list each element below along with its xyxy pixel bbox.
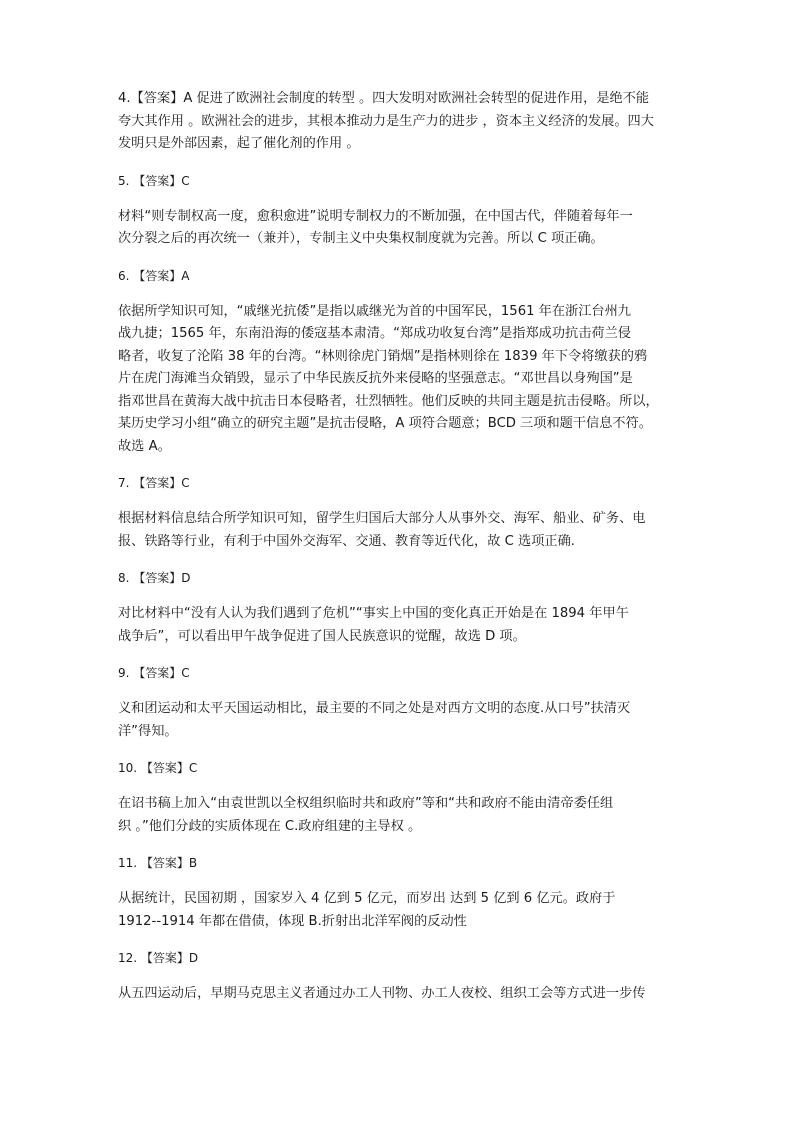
text-line: 依据所学知识可知，“戚继光抗倭”是指以戚继光为首的中国军民，1561 年在浙江台州九 xyxy=(118,303,631,319)
text-line: 次分裂之后的再次统一（兼并），专制主义中央集权制度就为完善。所以 C 项正确。 xyxy=(118,231,604,246)
answer-7-label: 7. 【答案】C xyxy=(118,476,190,490)
answer-10 xyxy=(118,757,678,838)
text-line: 发明只是外部因素，起了催化剂的作用 。 xyxy=(118,136,360,151)
answer-10-label: 10. 【答案】C xyxy=(118,761,198,775)
answer-6-label: 6. 【答案】A xyxy=(118,268,190,283)
answer-5-label: 5. 【答案】C xyxy=(118,173,190,188)
text-line: 材料“则专制权高一度，愈积愈进”说明专制权力的不断加强，在中国古代，伴随着每年一 xyxy=(118,208,633,224)
answer-10-explanation xyxy=(118,793,678,838)
text-line: 故选 A。 xyxy=(118,438,171,454)
text-line: 在诏书稿上加入“由袁世凯以全权组织临时共和政府”等和“共和政府不能由清帝委任组 xyxy=(118,796,614,811)
text-line: 片在虎门海滩当众销毁，显示了中华民族反抗外来侵略的坚强意志。“邓世昌以身殉国”是 xyxy=(118,371,633,386)
text-line: 根据材料信息结合所学知识可知，留学生归国后大部分人从事外交、海军、船业、矿务、电 xyxy=(118,511,646,526)
text-line: 对比材料中“没有人认为我们遇到了危机”“事实上中国的变化真正开始是在 1894 年甲午 xyxy=(118,606,629,621)
text-line: 略者，收复了沦陷 38 年的台湾。“林则徐虎门销烟”是指林则徐在 1839 年下令将缴获的鸦 xyxy=(118,348,648,364)
answer-11-explanation xyxy=(118,888,678,933)
answer-7 xyxy=(118,472,678,553)
answer-8-label: 8. 【答案】D xyxy=(118,571,191,585)
text-line: 从据统计，民国初期 ，国家岁入 4 亿到 5 亿元，而岁出 达到 5 亿到 6 亿元。政府于 xyxy=(118,891,616,906)
text-line: 1912--1914 年都在借债，体现 B.折射出北洋军阀的反动性 xyxy=(118,913,467,929)
answer-11-label: 11. 【答案】B xyxy=(118,856,198,870)
answer-7-explanation xyxy=(118,508,678,553)
answer-12 xyxy=(118,947,678,1006)
text-line: 从五四运动后，早期马克思主义者通过办工人刊物、办工人夜校、组织工会等方式进一步传 xyxy=(118,986,646,1001)
answer-11 xyxy=(118,852,678,933)
answer-9-label: 9. 【答案】C xyxy=(118,666,190,680)
text-line: 战九捷；1565 年，东南沿海的倭寇基本肃清。“郑成功收复台湾”是指郑成功抗击荷兰侵 xyxy=(118,326,631,341)
answer-4-text xyxy=(118,88,678,156)
text-line: 战争后”，可以看出甲午战争促进了国人民族意识的觉醒，故选 D 项。 xyxy=(118,628,526,644)
answer-12-explanation xyxy=(118,983,678,1006)
text-line: 报、铁路等行业，有利于中国外交海军、交通、教育等近代化，故 C 选项正确. xyxy=(118,533,575,549)
answer-8-explanation xyxy=(118,603,678,648)
answer-5-explanation xyxy=(118,206,678,251)
text-line: 洋”得知。 xyxy=(118,723,178,739)
answer-5 xyxy=(118,170,678,251)
answer-key-document xyxy=(118,88,678,1020)
answer-12-label: 12. 【答案】D xyxy=(118,951,199,965)
answer-9-explanation xyxy=(118,698,678,743)
text-line: 4.【答案】A 促进了欧洲社会制度的转型 。四大发明对欧洲社会转型的促进作用，是绝不能 xyxy=(118,91,650,106)
answer-6 xyxy=(118,265,678,459)
text-line: 某历史学习小组“确立的研究主题”是抗击侵略，A 项符合题意；BCD 三项和题干信息不符。 xyxy=(118,416,652,431)
answer-4 xyxy=(118,88,678,156)
text-line: 织 。”他们分歧的实质体现在 C.政府组建的主导权 。 xyxy=(118,818,422,834)
text-line: 义和团运动和太平天国运动相比，最主要的不同之处是对西方文明的态度.从口号”扶清灭 xyxy=(118,701,631,716)
text-line: 夸大其作用 。欧洲社会的进步，其根本推动力是生产力的进步 ，资本主义经济的发展。四大 xyxy=(118,113,654,129)
answer-8 xyxy=(118,567,678,648)
answer-6-explanation xyxy=(118,301,678,459)
answer-9 xyxy=(118,662,678,743)
text-line: 指邓世昌在黄海大战中抗击日本侵略者，壮烈牺牲。他们反映的共同主题是抗击侵略。所以， xyxy=(118,393,659,409)
